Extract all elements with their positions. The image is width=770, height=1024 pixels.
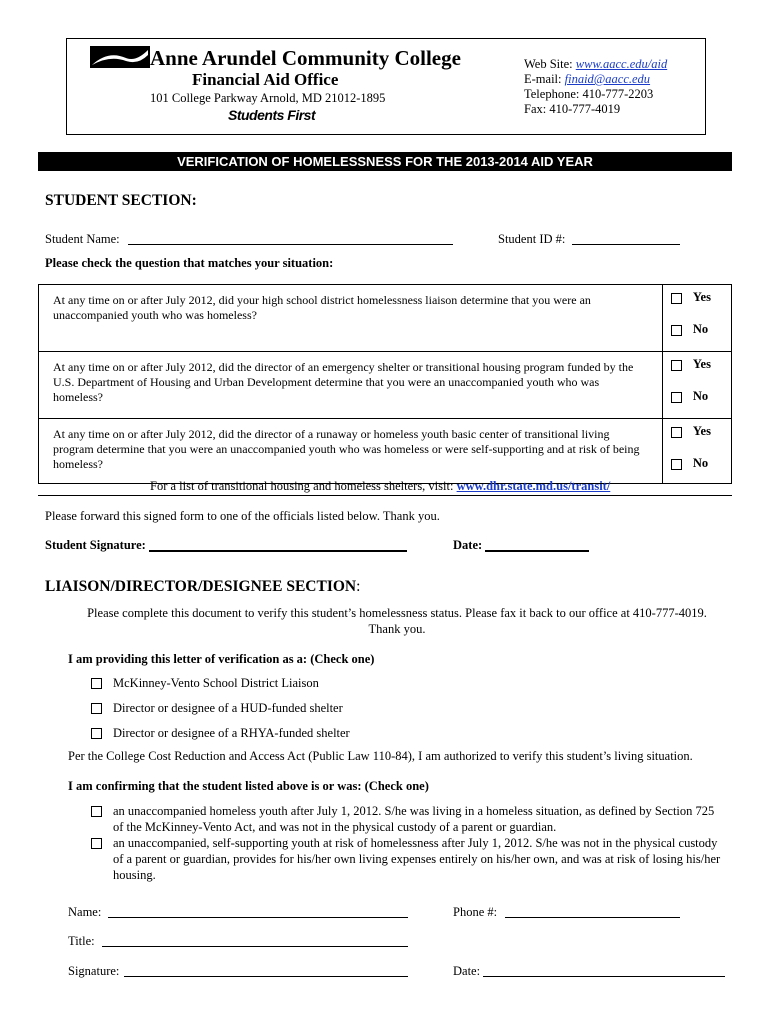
student-signature-label: Student Signature: — [45, 538, 146, 552]
email-link[interactable]: finaid@aacc.edu — [564, 72, 651, 86]
student-name-field[interactable] — [128, 244, 453, 245]
official-title-field[interactable] — [102, 946, 408, 947]
official-title-label: Title: — [68, 934, 95, 948]
student-date-field[interactable] — [485, 550, 589, 552]
q2-no-checkbox[interactable] — [671, 392, 682, 403]
student-date-label: Date: — [453, 538, 483, 552]
q1-yes-checkbox[interactable] — [671, 293, 682, 304]
shelter-list-link[interactable]: www.dhr.state.md.us/transit/ — [456, 479, 611, 493]
phone-field[interactable] — [505, 917, 680, 918]
status-text-line: of the McKinney-Vento Act, and was not in the physical custody of a parent or guardian. — [113, 820, 557, 834]
q2-yes-option[interactable]: Yes — [663, 352, 731, 384]
office-name: Financial Aid Office — [192, 70, 339, 89]
email-label: E-mail: — [524, 72, 562, 86]
website-label: Web Site: — [524, 57, 573, 71]
shelter-note: For a list of transitional housing and homeless shelters, visit: www.dhr.state.md.us/transit/ — [150, 479, 611, 493]
divider — [38, 495, 732, 496]
question-row — [39, 352, 732, 419]
check-instruction: Please check the question that matches your situation: — [45, 256, 334, 270]
form-title: VERIFICATION OF HOMELESSNESS FOR THE 2013-2014 AID YEAR — [38, 152, 732, 171]
q1-yes-option[interactable]: Yes — [663, 285, 731, 317]
official-signature-label: Signature: — [68, 964, 120, 978]
official-name-field[interactable] — [108, 917, 408, 918]
role-checkbox[interactable] — [91, 728, 102, 739]
q3-yes-option[interactable]: Yes — [663, 419, 731, 451]
college-name: Anne Arundel Community College — [150, 46, 461, 70]
telephone: Telephone: 410-777-2203 — [524, 87, 654, 101]
answer-cell — [662, 285, 731, 352]
college-address: 101 College Parkway Arnold, MD 21012-1895 — [150, 91, 386, 105]
answer-cell — [662, 352, 731, 419]
providing-label: I am providing this letter of verification as a: (Check one) — [68, 652, 375, 666]
email-row — [524, 72, 650, 87]
student-id-field[interactable] — [572, 244, 680, 245]
role-checkbox[interactable] — [91, 703, 102, 714]
official-signature-field[interactable] — [124, 976, 408, 977]
student-id-label: Student ID #: — [498, 232, 566, 246]
q1-no-checkbox[interactable] — [671, 325, 682, 336]
status-option[interactable] — [91, 836, 102, 854]
website-row — [524, 57, 667, 72]
q1-no-option[interactable]: No — [663, 317, 731, 349]
student-signature-field[interactable] — [149, 550, 407, 552]
answer-cell — [662, 419, 731, 484]
official-name-label: Name: — [68, 905, 102, 919]
question-text: At any time on or after July 2012, did the director of an emergency shelter or transitional housing program funded by the U.S. Department of Housing and Urban Development determine that you were an unaccompanied youth who was homeless? — [39, 352, 663, 419]
status-text-line: of a parent or guardian, provides for his/her own living expenses entirely on his/her own, and was at risk of losing his/her — [113, 852, 721, 866]
status-checkbox[interactable] — [91, 806, 102, 817]
official-date-label: Date: — [453, 964, 481, 978]
q3-yes-checkbox[interactable] — [671, 427, 682, 438]
question-text: At any time on or after July 2012, did the director of a runaway or homeless youth basic center of transitional living program determine that you were an unaccompanied youth who was homeless or were self-supporting and at risk of being homeless? — [39, 419, 663, 484]
q3-no-option[interactable]: No — [663, 451, 731, 483]
status-checkbox[interactable] — [91, 838, 102, 849]
status-option[interactable] — [91, 804, 102, 822]
students-first-logo: Students First — [228, 107, 316, 123]
student-section-heading: STUDENT SECTION: — [45, 192, 197, 209]
question-text: At any time on or after July 2012, did your high school district homelessness liaison determine that you were an unaccompanied youth who was homeless? — [39, 285, 663, 352]
phone-label: Phone #: — [453, 905, 498, 919]
fax: Fax: 410-777-4019 — [524, 102, 621, 116]
q2-no-option[interactable]: No — [663, 384, 731, 416]
student-name-label: Student Name: — [45, 232, 120, 246]
status-text-line: an unaccompanied, self-supporting youth at risk of homelessness after July 1, 2012. S/he was not in the physical custody — [113, 836, 718, 850]
official-date-field[interactable] — [483, 976, 725, 977]
website-link[interactable]: www.aacc.edu/aid — [575, 57, 668, 71]
q3-no-checkbox[interactable] — [671, 459, 682, 470]
status-text-line: housing. — [113, 868, 156, 882]
liaison-thanks: Thank you. — [368, 622, 426, 636]
liaison-section-heading: LIAISON/DIRECTOR/DESIGNEE SECTION: — [45, 578, 361, 595]
question-row — [39, 285, 732, 352]
liaison-intro: Please complete this document to verify this student’s homelessness status. Please fax it back to our office at 410-777-4019. — [87, 606, 707, 620]
authority-statement: Per the College Cost Reduction and Access Act (Public Law 110-84), I am authorized to verify this student’s living situation. — [68, 749, 693, 763]
question-row — [39, 419, 732, 484]
college-logo — [90, 46, 150, 68]
question-table — [38, 284, 732, 484]
forward-note: Please forward this signed form to one of the officials listed below. Thank you. — [45, 509, 440, 523]
confirming-label: I am confirming that the student listed above is or was: (Check one) — [68, 779, 429, 793]
role-checkbox[interactable] — [91, 678, 102, 689]
status-text-line: an unaccompanied homeless youth after July 1, 2012. S/he was living in a homeless situation, as defined by Section 725 — [113, 804, 715, 818]
q2-yes-checkbox[interactable] — [671, 360, 682, 371]
